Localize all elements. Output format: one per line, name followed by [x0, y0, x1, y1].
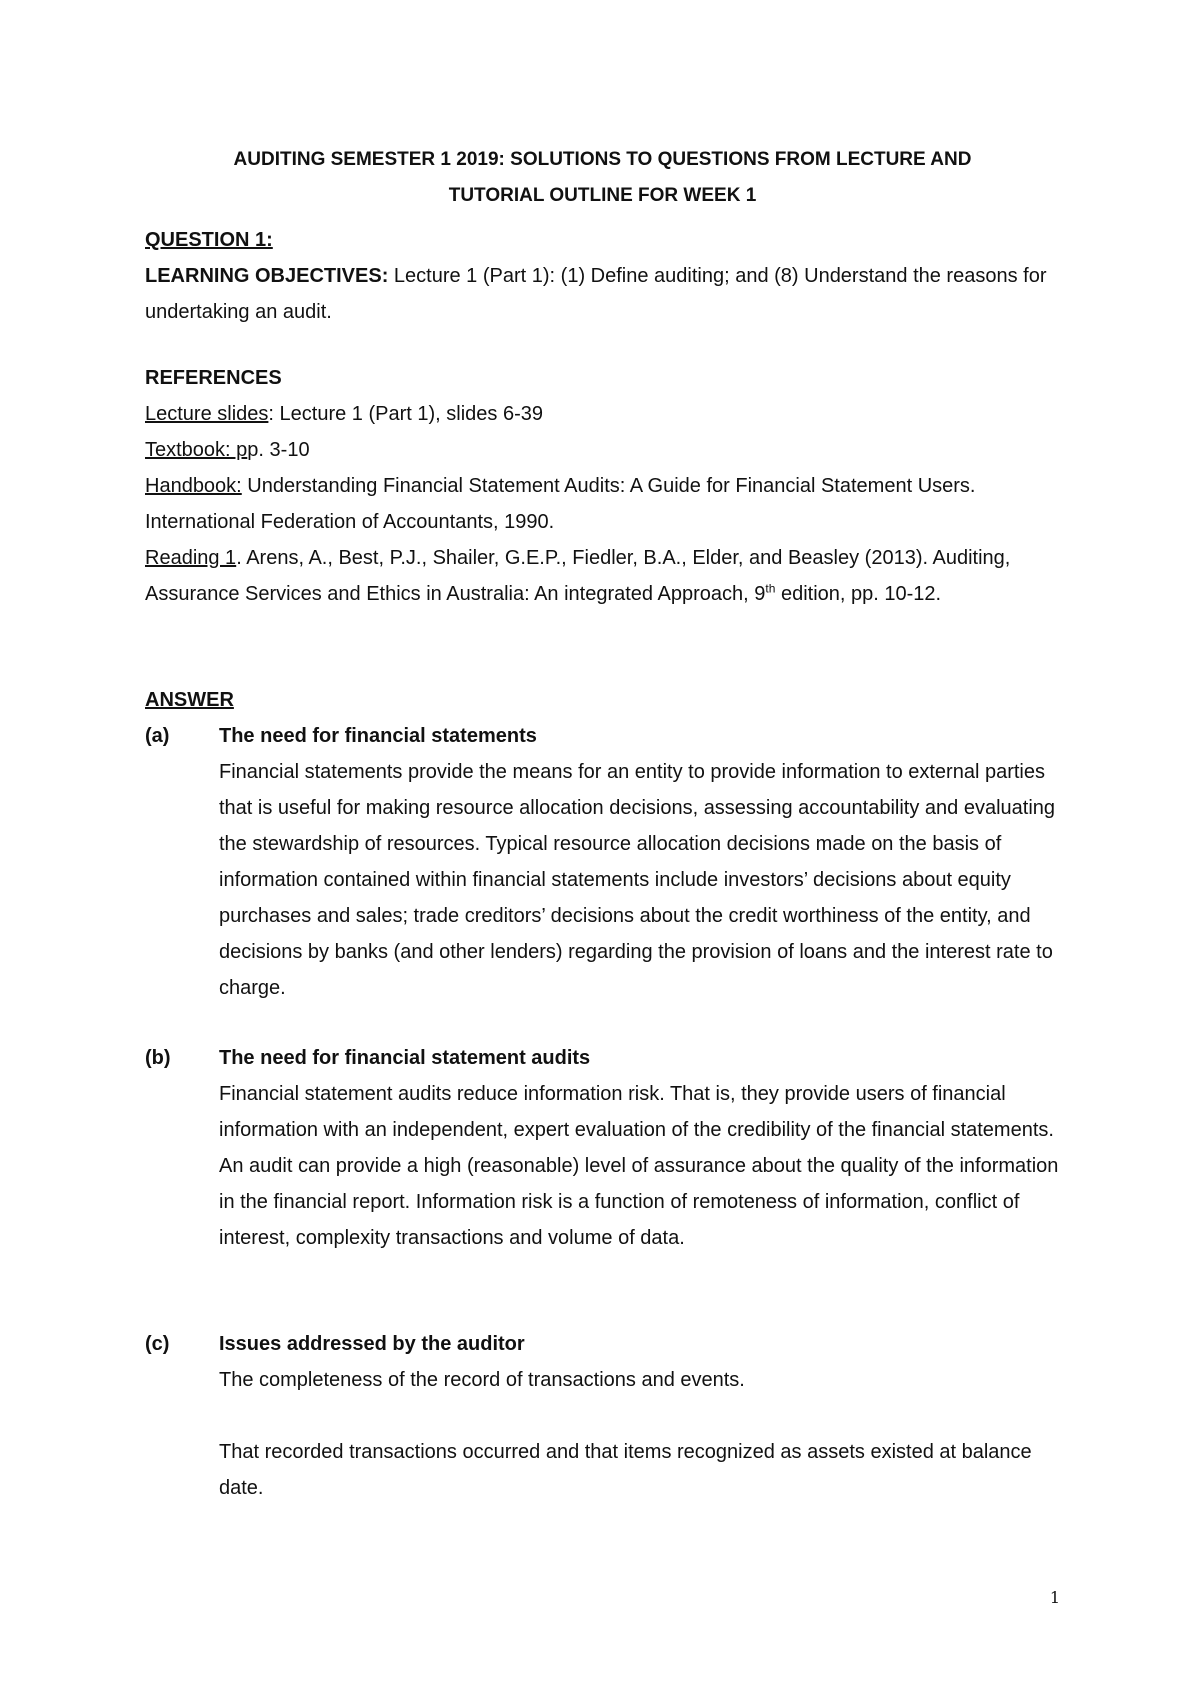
- section-b: [219, 1040, 1064, 1256]
- section-a-body: Financial statements provide the means for an entity to provide information to external parties that is useful for making resource allocation decisions, assessing accountability and evaluating the stewardship of resources. Typical resource allocation decisions made on the basis of information contained within financial statements include investors’ decisions about equity purchases and sales; trade creditors’ decisions about the credit worthiness of the entity, and decisions by banks (and other lenders) regarding the provision of loans and the interest rate to charge.: [219, 761, 1056, 999]
- question-heading: QUESTION 1:: [145, 229, 273, 251]
- references-heading: REFERENCES: [145, 367, 282, 389]
- references-block: [145, 360, 1075, 612]
- section-c-heading: Issues addressed by the auditor: [219, 1333, 525, 1355]
- section-c-body: The completeness of the record of transactions and events.: [219, 1369, 745, 1391]
- document-title: [140, 142, 1065, 214]
- page-number: 1: [1049, 1588, 1060, 1607]
- section-b-heading: The need for financial statement audits: [219, 1047, 591, 1069]
- section-c-spacer: [219, 1398, 1064, 1434]
- question-block: [145, 222, 1075, 330]
- ref-textbook-label: Textbook: p: [145, 439, 248, 461]
- ref-handbook-label: Handbook:: [145, 475, 242, 497]
- section-a-heading: The need for financial statements: [219, 725, 537, 747]
- ref-lecture-text: : Lecture 1 (Part 1), slides 6-39: [268, 403, 543, 425]
- section-a-label: (a): [145, 725, 170, 747]
- answer-heading-block: [145, 682, 1075, 718]
- learning-objectives: [145, 258, 1075, 330]
- title-line-1: AUDITING SEMESTER 1 2019: SOLUTIONS TO QUESTIONS FROM LECTURE AND: [233, 149, 972, 170]
- ref-handbook: [145, 468, 1075, 540]
- learning-objectives-text: Lecture 1 (Part 1): (1) Define auditing; and (8) Understand the reasons for undertaking an audit.: [145, 265, 1047, 323]
- section-c-body-2: That recorded transactions occurred and that items recognized as assets existed at balance date.: [219, 1441, 1032, 1499]
- ref-reading-text-1: . Arens, A., Best, P.J., Shailer, G.E.P., Fiedler, B.A., Elder, and Beasley (2013). Auditing, Assurance Services and Ethics in Australia: An integrated Approach, 9: [145, 547, 1011, 605]
- ref-reading-label: Reading 1: [145, 547, 237, 569]
- ref-reading-text-2: edition, pp. 10-12.: [775, 583, 942, 605]
- section-c: [219, 1326, 1064, 1506]
- section-b-body: Financial statement audits reduce information risk. That is, they provide users of financial information with an independent, expert evaluation of the credibility of the financial statements. An audit can provide a high (reasonable) level of assurance about the quality of the information in the financial report. Information risk is a function of remoteness of information, conflict of interest, complexity transactions and volume of data.: [219, 1083, 1059, 1249]
- section-b-label: (b): [145, 1047, 171, 1069]
- ref-textbook: [145, 432, 1075, 468]
- ref-reading: [145, 540, 1075, 612]
- section-a: [219, 718, 1064, 1006]
- ref-reading-sup: th: [765, 581, 776, 596]
- ref-handbook-text: Understanding Financial Statement Audits: A Guide for Financial Statement Users. International Federation of Accountants, 1990.: [145, 475, 976, 533]
- ref-lecture: [145, 396, 1075, 432]
- section-c-label: (c): [145, 1333, 170, 1355]
- learning-objectives-label: LEARNING OBJECTIVES:: [145, 265, 389, 287]
- ref-textbook-text: p. 3-10: [247, 439, 310, 461]
- answer-heading: ANSWER: [145, 689, 234, 711]
- title-line-2: TUTORIAL OUTLINE FOR WEEK 1: [448, 185, 757, 206]
- ref-lecture-label: Lecture slides: [145, 403, 269, 425]
